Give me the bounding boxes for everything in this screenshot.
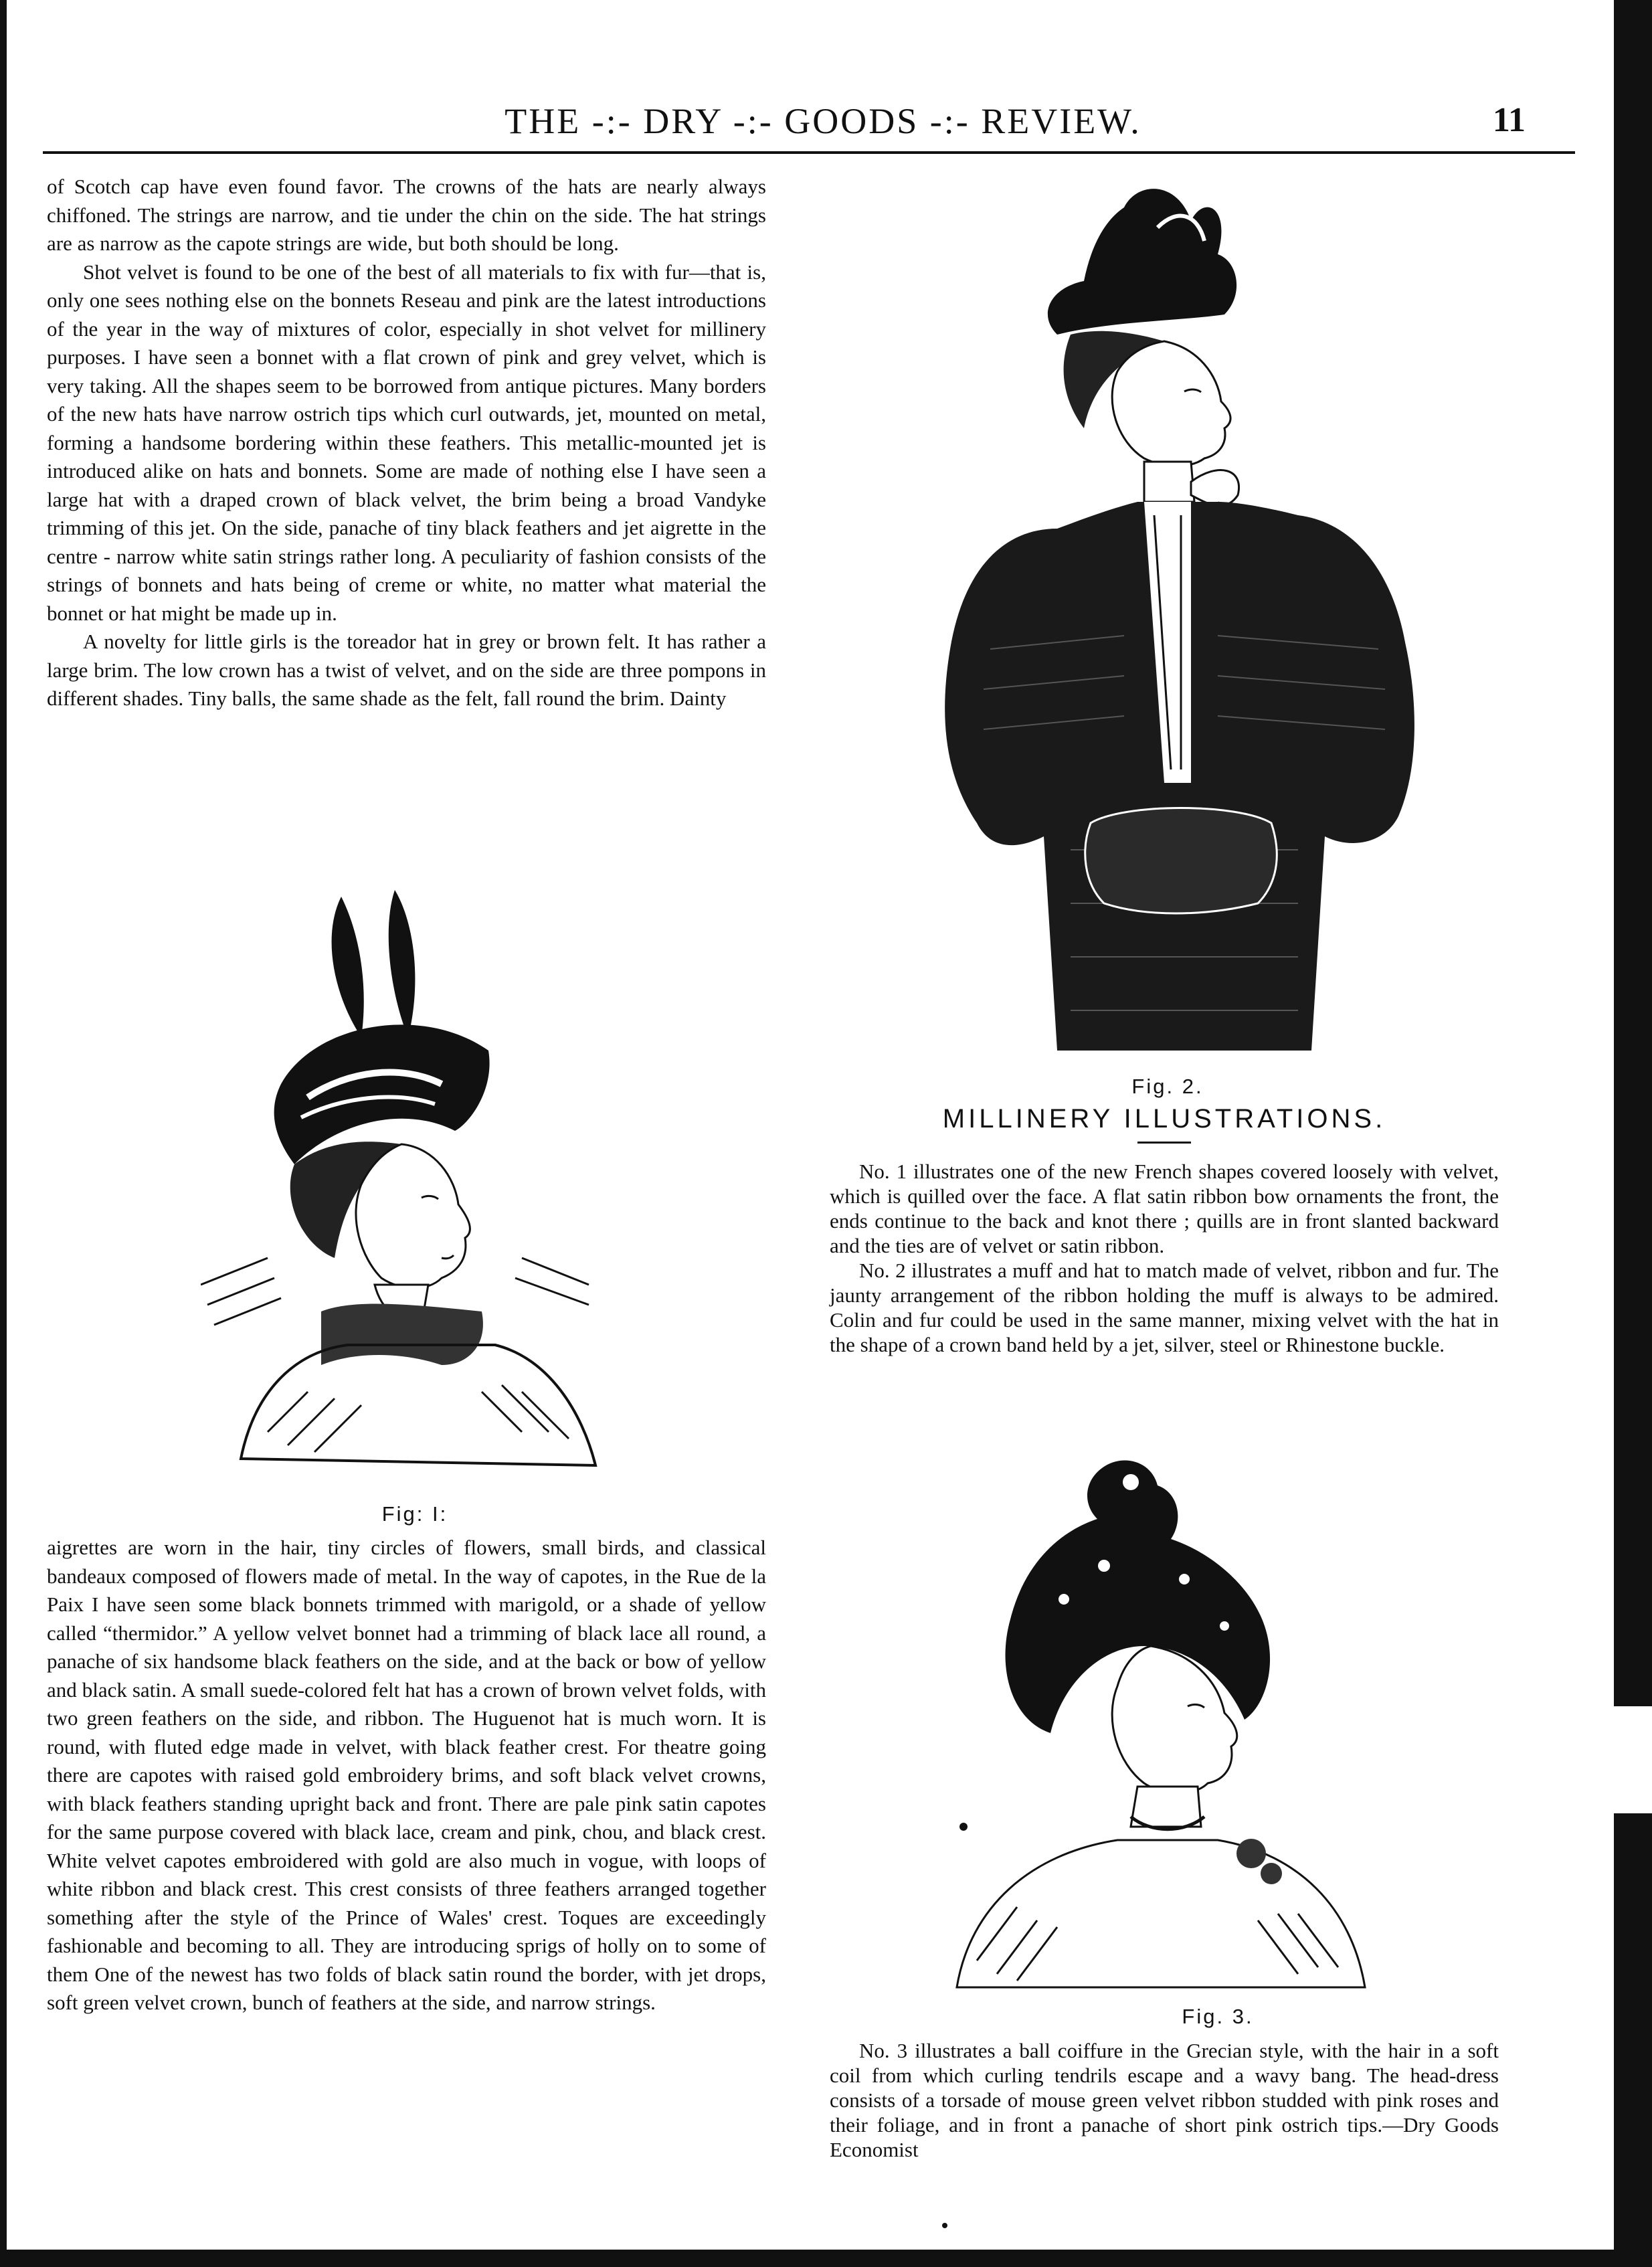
header-rule: [43, 151, 1575, 154]
fig1-caption: Fig: I:: [381, 1502, 448, 1526]
paragraph: No. 3 illustrates a ball coiffure in the Grecian style, with the hair in a soft coil from which curling tendrils escape and a wavy bang. The head-dress consists of a torsade of mouse green velvet ribbon studded with pink roses and their foliage, and in front a panache of short pink ostrich tips.—Dry Goods Economist: [830, 2039, 1499, 2161]
section-title: MILLINERY ILLUSTRATIONS.: [942, 1104, 1386, 1134]
fig3-illustration: [930, 1452, 1385, 2001]
fig3-caption: Fig. 3.: [1182, 2005, 1254, 2028]
bottom-border-rule: [0, 2250, 1652, 2267]
right-border-rule: [1614, 0, 1652, 2267]
left-column-bottom: [47, 1534, 766, 2017]
ornament-dot: [942, 2223, 947, 2228]
paragraph: aigrettes are worn in the hair, tiny circles of flowers, small birds, and classical bandeaux composed of flowers made of metal. In the way of capotes, in the Rue de la Paix I have seen some black bonnets trimmed with marigold, or a shade of yellow called “thermidor.” A yellow velvet bonnet had a trimming of black lace all round, a panache of six handsome black feathers on the side, and at the back or bow of yellow and black satin. A small suede-colored felt hat has a crown of brown velvet folds, with two green feathers on the side, and ribbon. The Huguenot hat is much worn. It is round, with fluted edge made in velvet, with black feather crest. For theatre going there are capotes with raised gold embroidery brims, and soft black velvet crowns, with black feathers standing upright back and front. There are pale pink satin capotes for the same purpose covered with black lace, cream and pink, chou, and black crest. White velvet capotes embroidered with gold are also much in vogue, with loops of white ribbon and black crest. This crest consists of three feathers arranged together something after the style of the Prince of Wales' crest. Toques are exceedingly fashionable and becoming to all. They are introducing sprigs of holly on to some of them One of the newest has two folds of black satin round the border, with jet drops, soft green velvet crown, bunch of feathers at the side, and narrow strings.: [47, 1536, 766, 2014]
paragraph: of Scotch cap have even found favor. The crowns of the hats are nearly always chiffoned. The strings are narrow, and tie under the chin on the side. The hat strings are as narrow as the capote strings are wide, but both should be long.: [47, 175, 766, 255]
paragraph: No. 2 illustrates a muff and hat to match made of velvet, ribbon and fur. The jaunty arrangement of the ribbon holding the muff is always to be admired. Colin and fur could be used in the same manner, mixing velvet with the hat in the shape of a crown band held by a jet, silver, steel or Rhinestone buckle.: [830, 1259, 1499, 1356]
left-border-rule: [0, 0, 7, 2267]
running-header: [54, 100, 1526, 147]
section-title-rule: [1137, 1142, 1191, 1144]
paragraph: Shot velvet is found to be one of the best of all materials to fix with fur—that is, only one sees nothing else on the bonnets Reseau and pink are the latest introductions of the year in the way of mixtures of color, especially in shot velvet for millinery purposes. I have seen a bonnet with a flat crown of pink and grey velvet, which is very taking. All the shapes seem to be borrowed from antique pictures. Many borders of the new hats have narrow ostrich tips which curl outwards, jet, mounted on metal, forming a handsome bordering within these feathers. This metallic-mounted jet is introduced alike on hats and bonnets. Some are made of nothing else I have seen a large hat with a draped crown of black velvet, the brim being a broad Vandyke trimming of this jet. On the side, panache of tiny black feathers and jet aigrette in the centre - narrow white satin strings rather long. A peculiarity of fashion consists of the strings of bonnets and hats being of creme or white, no matter what material the bonnet or hat might be made up in.: [47, 260, 766, 625]
fig3-description: [830, 2038, 1499, 2162]
fig1-illustration: [201, 883, 616, 1472]
fig2-illustration: [923, 181, 1432, 1064]
left-column-top: [47, 173, 766, 713]
publication-title: THE -:- DRY -:- GOODS -:- REVIEW.: [504, 101, 1141, 141]
paragraph: A novelty for little girls is the toreador hat in grey or brown felt. It has rather a large brim. The low crown has a twist of velvet, and on the side are three pompons in different shades. Tiny balls, the same shade as the felt, fall round the brim. Dainty: [47, 630, 766, 710]
fig2-caption: Fig. 2.: [1131, 1075, 1204, 1098]
right-column-captions: [830, 1159, 1499, 1357]
paragraph: No. 1 illustrates one of the new French shapes covered loosely with velvet, which is quilled over the face. A flat satin ribbon bow ornaments the front, the ends continue to the back and knot there ; quills are in front slanted backward and the ties are of velvet or satin ribbon.: [830, 1160, 1499, 1257]
page-number: 11: [1492, 101, 1526, 139]
right-border-gap: [1614, 1706, 1652, 1813]
